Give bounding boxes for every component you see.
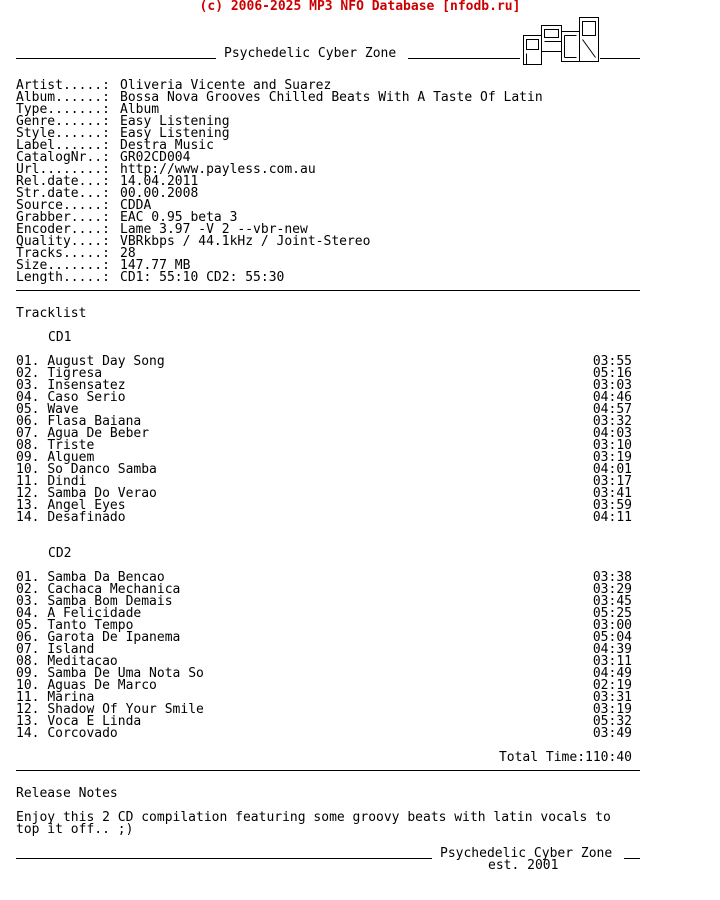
track-title: Samba Do Verao [47, 486, 157, 501]
track-number: 05. [16, 618, 40, 633]
track-title: Dindi [47, 474, 87, 489]
track-time: 05:04 [592, 630, 632, 645]
footer-established: est. 2001 [488, 858, 559, 873]
track-number: 02. [16, 582, 40, 597]
track-number: 14. [16, 510, 40, 525]
info-value: CDDA [120, 198, 152, 213]
info-key: Grabber....: [16, 210, 110, 225]
track-title: Wave [47, 402, 79, 417]
pcz-logo [523, 17, 599, 65]
cd1-tracklist [16, 356, 640, 524]
track-title: Angel Eyes [47, 498, 126, 513]
track-number: 10. [16, 678, 40, 693]
header-rule-middle [408, 58, 520, 59]
release-notes-line-2: top it off.. ;) [16, 822, 134, 837]
track-number: 08. [16, 438, 40, 453]
track-row [16, 464, 640, 476]
release-info [16, 80, 640, 284]
track-time: 03:32 [592, 414, 632, 429]
track-time: 03:49 [592, 726, 632, 741]
track-row [16, 428, 640, 440]
track-time: 03:03 [592, 378, 632, 393]
info-value: Bossa Nova Grooves Chilled Beats With A Taste Of Latin [120, 90, 543, 105]
track-title: Tigresa [47, 366, 103, 381]
header-rule-left [16, 58, 216, 59]
track-title: Meditacao [47, 654, 118, 669]
track-title: Island [47, 642, 95, 657]
track-time: 04:11 [592, 510, 632, 525]
track-time: 03:41 [592, 486, 632, 501]
track-title: August Day Song [47, 354, 165, 369]
track-row [16, 392, 640, 404]
info-value: Oliveria Vicente and Suarez [120, 78, 332, 93]
info-row [16, 272, 640, 284]
track-number: 07. [16, 426, 40, 441]
info-value: Destra Music [120, 138, 214, 153]
track-row [16, 512, 640, 524]
info-value: VBRkbps / 44.1kHz / Joint-Stereo [120, 234, 371, 249]
info-value: Album [120, 102, 160, 117]
info-key: Album......: [16, 90, 110, 105]
footer-title: Psychedelic Cyber Zone [440, 846, 613, 861]
info-value: Easy Listening [120, 114, 230, 129]
pcz-logo-text: PCZ [523, 17, 525, 18]
track-number: 12. [16, 486, 40, 501]
track-time: 03:45 [592, 594, 632, 609]
track-time: 03:19 [592, 450, 632, 465]
track-number: 03. [16, 594, 40, 609]
track-title: Corcovado [47, 726, 118, 741]
cd2-tracklist [16, 572, 640, 740]
track-title: Agua De Beber [47, 426, 150, 441]
nfo-document [16, 16, 640, 872]
track-time: 04:49 [592, 666, 632, 681]
info-value: EAC 0.95 beta 3 [120, 210, 238, 225]
total-time: Total Time:110:40 [498, 750, 632, 765]
copyright-credit: (c) 2006-2025 MP3 NFO Database [nfodb.ru] [199, 0, 521, 14]
info-key: Artist.....: [16, 78, 110, 93]
info-value: Easy Listening [120, 126, 230, 141]
track-number: 08. [16, 654, 40, 669]
cd1-label: CD1 [48, 330, 72, 345]
track-number: 14. [16, 726, 40, 741]
track-time: 03:59 [592, 498, 632, 513]
track-title: Flasa Baiana [47, 414, 142, 429]
track-row [16, 632, 640, 644]
track-title: Insensatez [47, 378, 126, 393]
info-key: Label......: [16, 138, 110, 153]
track-title: Shadow Of Your Smile [47, 702, 204, 717]
track-row [16, 440, 640, 452]
info-key: Str.date...: [16, 186, 110, 201]
info-key: Style......: [16, 126, 110, 141]
track-title: Samba Da Bencao [47, 570, 165, 585]
track-number: 01. [16, 354, 40, 369]
track-time: 03:10 [592, 438, 632, 453]
track-number: 05. [16, 402, 40, 417]
track-title: Tanto Tempo [47, 618, 134, 633]
track-time: 04:01 [592, 462, 632, 477]
info-value: Lame 3.97 -V 2 --vbr-new [120, 222, 308, 237]
track-row [16, 356, 640, 368]
info-key: Size.......: [16, 258, 110, 273]
info-key: Type.......: [16, 102, 110, 117]
track-number: 13. [16, 714, 40, 729]
track-time: 03:11 [592, 654, 632, 669]
track-time: 05:32 [592, 714, 632, 729]
track-time: 03:00 [592, 618, 632, 633]
track-title: Marina [47, 690, 95, 705]
info-value: http://www.payless.com.au [120, 162, 316, 177]
track-time: 04:39 [592, 642, 632, 657]
track-title: Voca E Linda [47, 714, 142, 729]
track-number: 06. [16, 414, 40, 429]
track-number: 09. [16, 450, 40, 465]
track-title: Desafinado [47, 510, 126, 525]
track-number: 04. [16, 606, 40, 621]
footer-rule-right [624, 858, 640, 859]
footer-rule-left [16, 858, 432, 859]
cd2-label: CD2 [48, 546, 72, 561]
info-key: Genre......: [16, 114, 110, 129]
info-key: Source.....: [16, 198, 110, 213]
track-number: 02. [16, 366, 40, 381]
track-title: Triste [47, 438, 95, 453]
info-key: CatalogNr..: [16, 150, 110, 165]
track-title: Samba Bom Demais [47, 594, 173, 609]
info-value: 14.04.2011 [120, 174, 199, 189]
nfo-header [16, 16, 640, 68]
track-number: 04. [16, 390, 40, 405]
info-value: 28 [120, 246, 136, 261]
track-title: Aguas De Marco [47, 678, 157, 693]
release-notes-heading: Release Notes [16, 786, 118, 801]
info-key: Rel.date...: [16, 174, 110, 189]
track-time: 03:29 [592, 582, 632, 597]
info-key: Tracks.....: [16, 246, 110, 261]
track-title: Garota De Ipanema [47, 630, 181, 645]
track-time: 03:38 [592, 570, 632, 585]
track-time: 05:16 [592, 366, 632, 381]
track-number: 11. [16, 690, 40, 705]
track-number: 13. [16, 498, 40, 513]
track-number: 07. [16, 642, 40, 657]
track-number: 11. [16, 474, 40, 489]
header-rule-right [600, 58, 640, 59]
track-time: 05:25 [592, 606, 632, 621]
track-number: 06. [16, 630, 40, 645]
track-time: 04:03 [592, 426, 632, 441]
track-time: 03:19 [592, 702, 632, 717]
track-title: Caso Serio [47, 390, 126, 405]
track-title: A Felicidade [47, 606, 142, 621]
track-row [16, 728, 640, 740]
track-title: Samba De Uma Nota So [47, 666, 204, 681]
track-time: 04:46 [592, 390, 632, 405]
track-number: 09. [16, 666, 40, 681]
info-value: GR02CD004 [120, 150, 191, 165]
info-value: CD1: 55:10 CD2: 55:30 [120, 270, 285, 285]
track-time: 03:17 [592, 474, 632, 489]
tracklist-heading: Tracklist [16, 306, 87, 321]
info-value: 147.77 MB [120, 258, 191, 273]
header-title: Psychedelic Cyber Zone [224, 46, 397, 61]
track-number: 12. [16, 702, 40, 717]
track-number: 10. [16, 462, 40, 477]
info-key: Url........: [16, 162, 110, 177]
track-row [16, 680, 640, 692]
track-time: 03:31 [592, 690, 632, 705]
track-time: 04:57 [592, 402, 632, 417]
track-title: So Danco Samba [47, 462, 157, 477]
track-time: 03:55 [592, 354, 632, 369]
info-key: Length.....: [16, 270, 110, 285]
nfo-footer [16, 848, 640, 872]
track-time: 02:19 [592, 678, 632, 693]
info-value: 00.00.2008 [120, 186, 199, 201]
release-notes-line-1: Enjoy this 2 CD compilation featuring some groovy beats with latin vocals to [16, 810, 611, 825]
info-key: Quality....: [16, 234, 110, 249]
track-title: Cachaca Mechanica [47, 582, 181, 597]
track-title: Alguem [47, 450, 95, 465]
track-number: 03. [16, 378, 40, 393]
track-number: 01. [16, 570, 40, 585]
info-key: Encoder....: [16, 222, 110, 237]
